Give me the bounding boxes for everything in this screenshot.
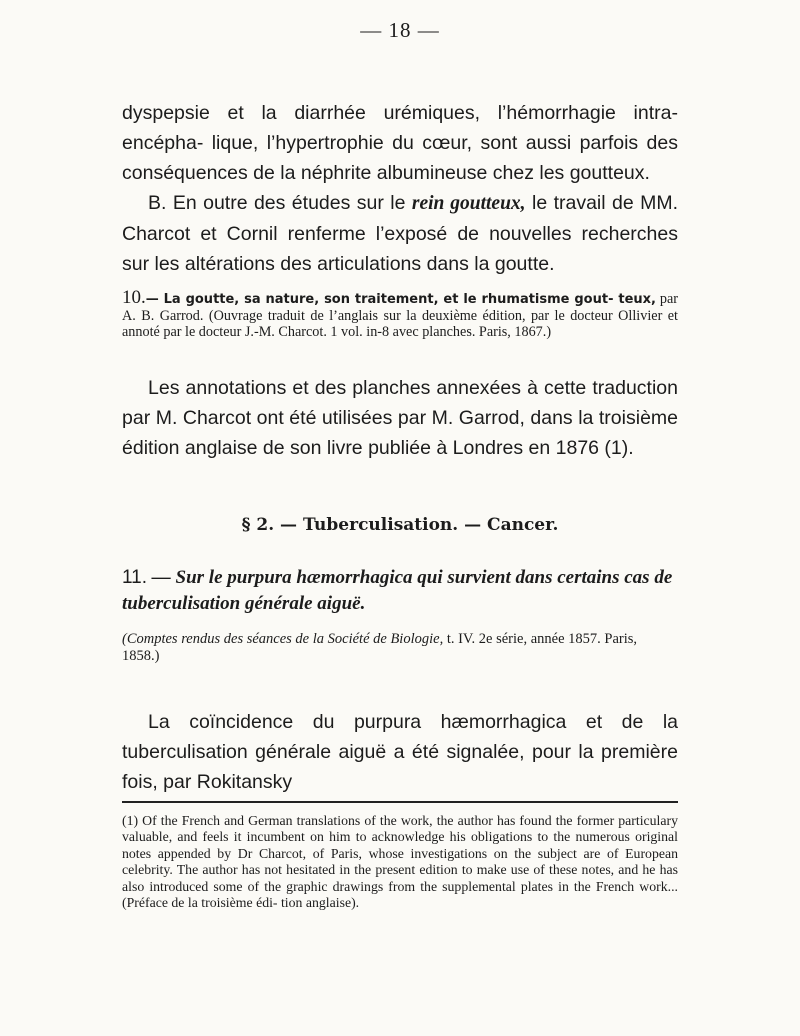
footnote bbox=[122, 813, 678, 911]
item10-number: 10. bbox=[122, 287, 146, 308]
paragraph-rein-goutteux bbox=[122, 188, 678, 279]
paragraph1-text: dyspepsie et la diarrhée urémiques, l’hémorrhagie intra-encépha- lique, l’hypertrophie du cœur, sont aussi parfois des conséquences de la néphrite albumineuse chez les goutteux. bbox=[122, 102, 678, 184]
item11-source-italic: (Comptes rendus des séances de la Société de Biologie, bbox=[122, 631, 444, 647]
item10-details: par A. B. Garrod. (Ouvrage traduit de l’anglais sur la deuxième édition, par le docteur Ollivier et annoté par le docteur J.-M. Charcot. 1 vol. in-8 avec planches. Paris, 1867.) bbox=[122, 291, 679, 340]
paragraph3-text: Les annotations et des planches annexées à cette traduction par M. Charcot ont été utilisées par M. Garrod, dans la troisième édition anglaise de son livre publiée à Londres en 1876 (1). bbox=[122, 377, 678, 459]
paragraph2-prefix: B. En outre des études sur le bbox=[148, 192, 406, 214]
bibliography-item-11 bbox=[122, 565, 678, 617]
section-heading: § 2. — Tuberculisation. — Cancer. bbox=[241, 515, 559, 535]
footnote-text: (1) Of the French and German translations of the work, the author has found the former particulary valuable, and feels it incumbent on him to acknowledge his obligations to the numerous original notes appended by Dr Charcot, of Paris, whose investigations on the subject are of European celebrity. The author has not hesitated in the present edition to make use of these notes, and he has also introduced some of the graphic drawings from the supplemental plates in the French work... (Préface de la troisième édi- tion anglaise). bbox=[122, 813, 678, 911]
item11-source-rest: t. IV. 2e série, année 1857. Paris, 1858.) bbox=[122, 631, 638, 664]
item11-source bbox=[122, 631, 678, 665]
footnote-divider bbox=[122, 801, 678, 803]
paragraph-nephrite bbox=[122, 98, 678, 188]
item11-number: 11. bbox=[122, 567, 148, 588]
item10-title: — La goutte, sa nature, son traitement, et le rhumatisme gout- teux, bbox=[145, 292, 656, 307]
paragraph2-rest: le travail de MM. Charcot et Cornil renferme l’exposé de nouvelles recherches sur les altérations des articulations dans la goutte. bbox=[122, 192, 679, 275]
bibliography-item-10 bbox=[122, 287, 679, 340]
paragraph-annotations bbox=[122, 373, 678, 463]
page-number: — 18 — bbox=[360, 18, 440, 42]
item11-title: — Sur le purpura hæmorrhagica qui survient dans certains cas de tuberculisation générale aiguë. bbox=[122, 567, 673, 614]
paragraph4-text: La coïncidence du purpura hæmorrhagica et de la tuberculisation générale aiguë a été signalée, pour la première fois, par Rokitansky bbox=[122, 711, 678, 793]
paragraph2-emphasis: rein goutteux, bbox=[411, 193, 526, 214]
paragraph-coincidence bbox=[122, 707, 678, 797]
